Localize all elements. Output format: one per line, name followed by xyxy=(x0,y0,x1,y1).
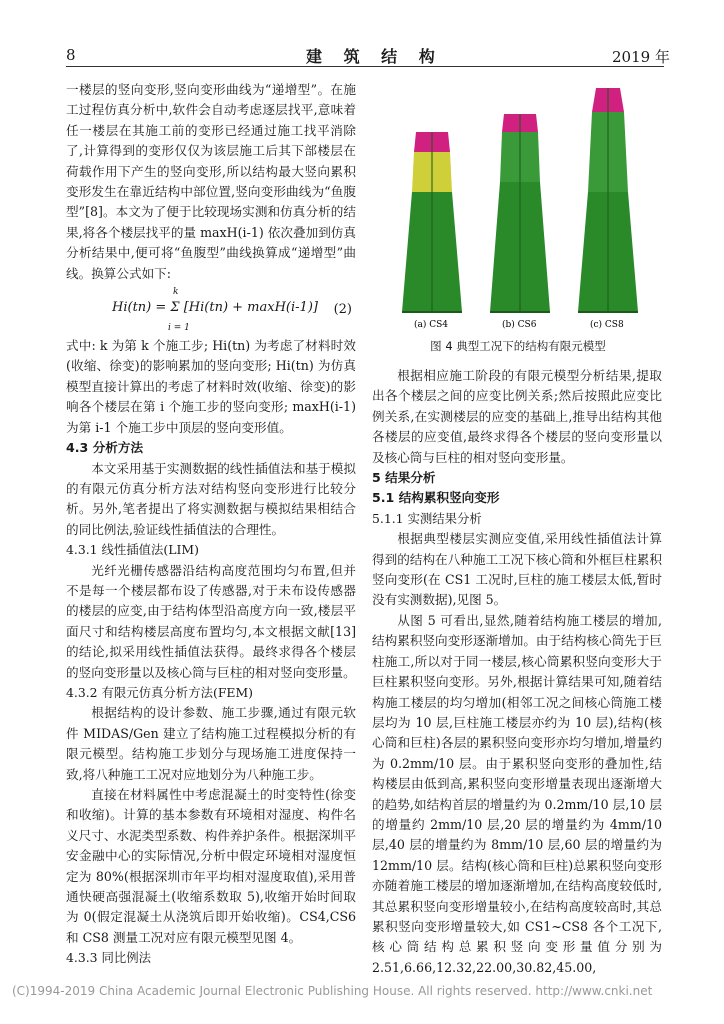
sum-lower-limit: i = 1 xyxy=(168,323,190,334)
subsection-heading: 5.1.1 实测结果分析 xyxy=(372,510,482,526)
model-cs6 xyxy=(490,114,550,312)
figure-caption: 图 4 典型工况下的结构有限元模型 xyxy=(430,339,606,353)
equation-number: (2) xyxy=(333,302,352,318)
paragraph: 根据典型楼层实测应变值,采用线性插值法计算得到的结构在八种施工工况下核心筒和外框巨柱累积竖向变形(在 CS1 工况时,巨柱的施工楼层太低,暂时没有实测数据),见图 5。 xyxy=(372,531,662,608)
paragraph: 直接在材料属性中考虑混凝土的时变特性(徐变和收缩)。计算的基本参数有环境相对湿度、构件名义尺寸、水泥类型系数、构件养护条件。根据深圳平安金融中心的实际情况,分析中假定环境相对湿度恒定为 80%(根据深圳市年平均相对湿度取值),采用普通快硬高强混凝土(收缩系数取 5),收缩开始时间取为 0(假定混凝土从浇筑后即开始收缩)。CS4,CS6 和 CS8 测量工况对应有限元模型见图 4。 xyxy=(66,787,356,945)
section-heading: 4.3 分析方法 xyxy=(66,440,144,456)
fem-models-image xyxy=(372,82,664,332)
figure-4 xyxy=(372,82,664,372)
paragraph: 光纤光栅传感器沿结构高度范围均匀布置,但并不是每一个楼层都布设了传感器,对于未布设传感器的楼层的应变,由于结构体型沿高度方向一致,楼层平面尺寸和结构楼层高度布置均匀,本文根据文献[13]的结论,拟采用线性插值法获得。最终求得各个楼层的竖向变形量以及核心筒与巨柱的相对竖向变形量。 xyxy=(66,562,356,680)
section-heading: 5 结果分析 xyxy=(372,470,436,486)
left-column xyxy=(66,80,356,969)
paragraph: 式中: k 为第 k 个施工步; Hi(tn) 为考虑了材料时效(收缩、徐变)的影响累加的竖向变形; Hi(tn) 为仿真模型直接计算出的考虑了材料时效(收缩、徐变)的影响各个楼层在第 i 个施工步的竖向变形; maxH(i-1) 为第 i-1 个施工步中顶层的竖向变形值。 xyxy=(66,338,356,435)
equation-2 xyxy=(66,288,356,332)
model-cs8 xyxy=(578,88,638,312)
subsection-heading: 4.3.1 线性插值法(LIM) xyxy=(66,542,199,558)
paragraph: 根据相应施工阶段的有限元模型分析结果,提取出各个楼层之间的应变比例关系;然后按照此应变比例关系,在实测楼层的应变的基础上,推导出结构其他各楼层的应变值,最终求得各个楼层的竖向变形量以及核心筒与巨柱的相对竖向变形量。 xyxy=(372,368,662,465)
model-cs4 xyxy=(402,132,462,312)
header-rule xyxy=(66,66,664,67)
journal-name: 建 筑 结 构 xyxy=(306,47,443,66)
subsection-heading: 4.3.2 有限元仿真分析方法(FEM) xyxy=(66,684,253,700)
paragraph: 根据结构的设计参数、施工步骤,通过有限元软件 MIDAS/Gen 建立了结构施工过程模拟分析的有限元模型。结构施工步划分与现场施工进度保持一致,将八种施工工况对应地划分为八种施工步。 xyxy=(66,705,356,782)
sum-upper-limit: k xyxy=(173,287,179,298)
paragraph: 本文采用基于实测数据的线性插值法和基于模拟的有限元仿真分析方法对结构竖向变形进行比较分析。另外,笔者提出了将实测数据与模拟结果相结合的同比例法,验证线性插值法的合理性。 xyxy=(66,460,356,537)
right-column xyxy=(372,366,662,978)
subfigure-label: (a) CS4 xyxy=(414,320,449,330)
subsection-heading: 4.3.3 同比例法 xyxy=(66,950,152,966)
copyright-footer: (C)1994-2019 China Academic Journal Electronic Publishing House. All rights reserved. http://www.cnki.net xyxy=(12,984,653,998)
journal-year: 2019 年 xyxy=(612,48,670,66)
formula-expression: Hi(tn) = Σ [Hi(tn) + maxH(i-1)] xyxy=(112,300,318,316)
subfigure-label: (c) CS8 xyxy=(590,320,624,330)
section-heading: 5.1 结构累积竖向变形 xyxy=(372,490,500,506)
page-number: 8 xyxy=(66,46,76,64)
subfigure-label: (b) CS6 xyxy=(502,320,537,330)
paragraph: 一楼层的竖向变形,竖向变形曲线为“递增型”。在施工过程仿真分析中,软件会自动考虑逐层找平,意味着任一楼层在其施工前的变形已经通过施工找平消除了,计算得到的变形仅仅为该层施工后其下部楼层在荷载作用下产生的竖向变形,所以结构最大竖向累积变形发生在靠近结构中部位置,竖向变形曲线为“鱼腹型”[8]。本文为了便于比较现场实测和仿真分析的结果,将各个楼层找平的量 maxH(i-1) 依次叠加到仿真分析结果中,便可将“鱼腹型”曲线换算成“递增型”曲线。换算公式如下: xyxy=(66,82,356,281)
paragraph: 从图 5 可看出,显然,随着结构施工楼层的增加,结构累积竖向变形逐渐增加。由于结构核心筒先于巨柱施工,所以对于同一楼层,核心筒累积竖向变形大于巨柱累积竖向变形。另外,根据计算结果可知,随着结构施工楼层的均匀增加(相邻工况之间核心筒施工楼层均为 10 层,巨柱施工楼层亦约为 10 层),结构(核心筒和巨柱)各层的累积竖向变形亦均匀增加,增量约为 0.2mm/10 层。由于累积竖向变形的叠加性,结构楼层由低到高,累积竖向变形增量表现出逐渐增大的趋势,如结构首层的增量约为 0.2mm/10 层,10 层的增量约 2mm/10 层,20 层的增量约为 4mm/10 层,40 层的增量约为 8mm/10 层,60 层的增量约为 12mm/10 层。结构(核心筒和巨柱)总累积竖向变形亦随着施工楼层的增加逐渐增加,在结构高度较低时,其总累积竖向变形增量较小,在结构高度较高时,其总累积竖向变形增量较大,如 CS1~CS8 各个工况下,核心筒结构总累积竖向变形量值分别为 2.51,6.66,12.32,22.00,30.82,45.00, xyxy=(372,612,662,975)
